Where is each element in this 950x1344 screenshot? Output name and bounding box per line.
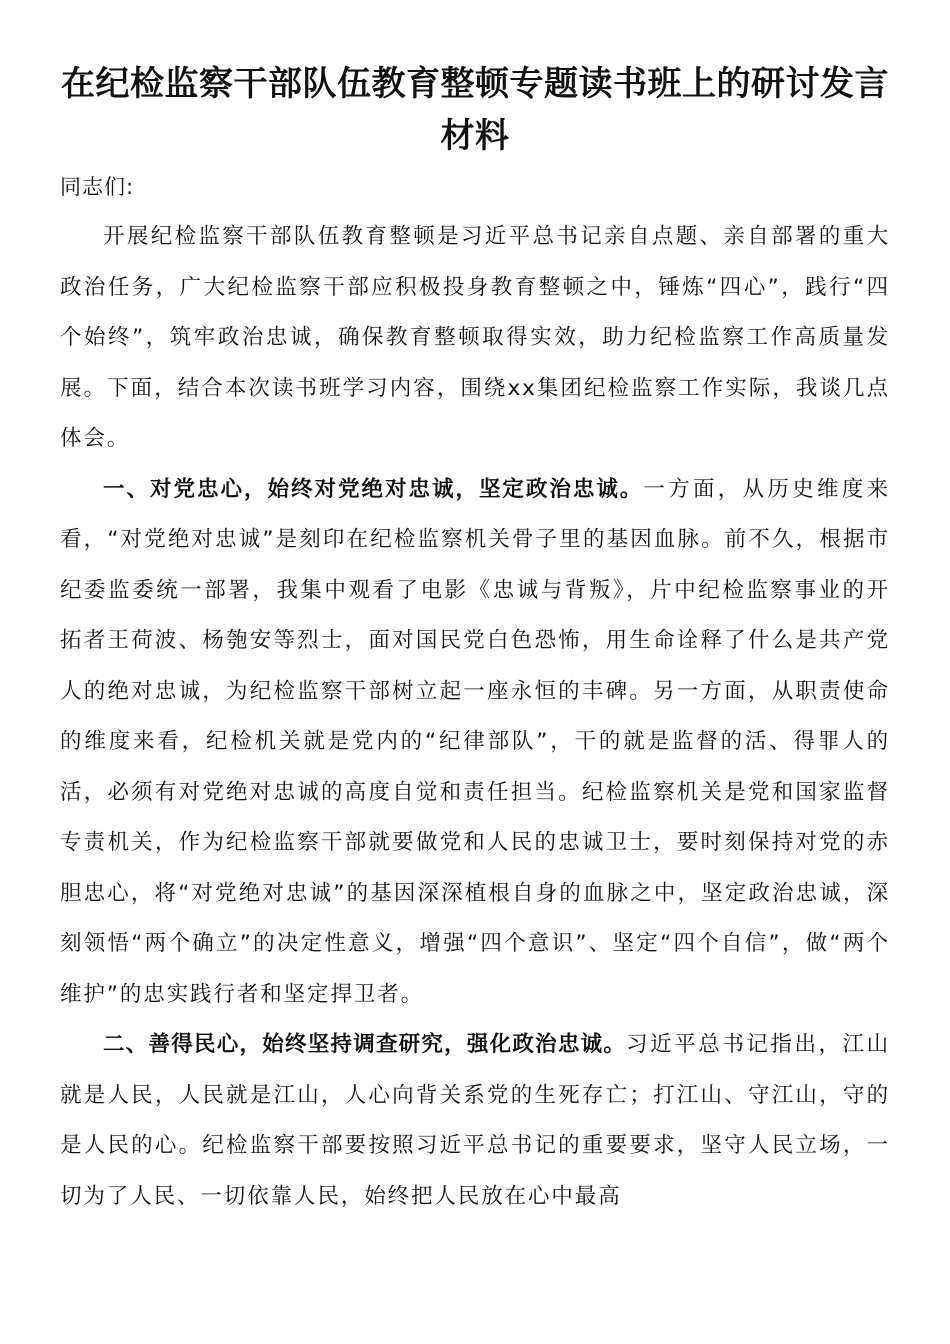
paragraph-body: 习近平总书记指出，江山就是人民，人民就是江山，人心向背关系党的生死存亡；打江山、守江山，守的是人民的心。纪检监察干部要按照习近平总书记的重要要求，坚守人民立场，一切为了人民、一切依靠人民，始终把人民放在心中最高 [60,1032,890,1209]
paragraph-section-1 [60,465,890,1021]
paragraph-section-2 [60,1020,890,1222]
document-page [60,58,890,1222]
paragraph-intro [60,212,890,465]
paragraph-body: 开展纪检监察干部队伍教育整顿是习近平总书记亲自点题、亲自部署的重大政治任务，广大纪检监察干部应积极投身教育整顿之中，锤炼“四心”，践行“四个始终”，筑牢政治忠诚，确保教育整顿取得实效，助力纪检监察工作高质量发展。下面，结合本次读书班学习内容，围绕xx集团纪检监察工作实际，我谈几点体会。 [60,224,890,451]
paragraph-body: 一方面，从历史维度来看，“对党绝对忠诚”是刻印在纪检监察机关骨子里的基因血脉。前不久，根据市纪委监委统一部署，我集中观看了电影《忠诚与背叛》，片中纪检监察事业的开拓者王荷波、杨匏安等烈士，面对国民党白色恐怖，用生命诠释了什么是共产党人的绝对忠诚，为纪检监察干部树立起一座永恒的丰碑。另一方面，从职责使命的维度来看，纪检机关就是党内的“纪律部队”，干的就是监督的活、得罪人的活，必须有对党绝对忠诚的高度自觉和责任担当。纪检监察机关是党和国家监督专责机关，作为纪检监察干部就要做党和人民的忠诚卫士，要时刻保持对党的赤胆忠心，将“对党绝对忠诚”的基因深深植根自身的血脉之中，坚定政治忠诚，深刻领悟“两个确立”的决定性意义，增强“四个意识”、坚定“四个自信”，做“两个维护”的忠实践行者和坚定捍卫者。 [60,476,890,1007]
document-title: 在纪检监察干部队伍教育整顿专题读书班上的研讨发言材料 [61,64,889,156]
section-heading-2: 二、善得民心，始终坚持调查研究，强化政治忠诚。 [103,1032,627,1057]
salutation: 同志们: [60,175,135,199]
section-heading-1: 一、对党忠心，始终对党绝对忠诚，坚定政治忠诚。 [103,476,644,502]
